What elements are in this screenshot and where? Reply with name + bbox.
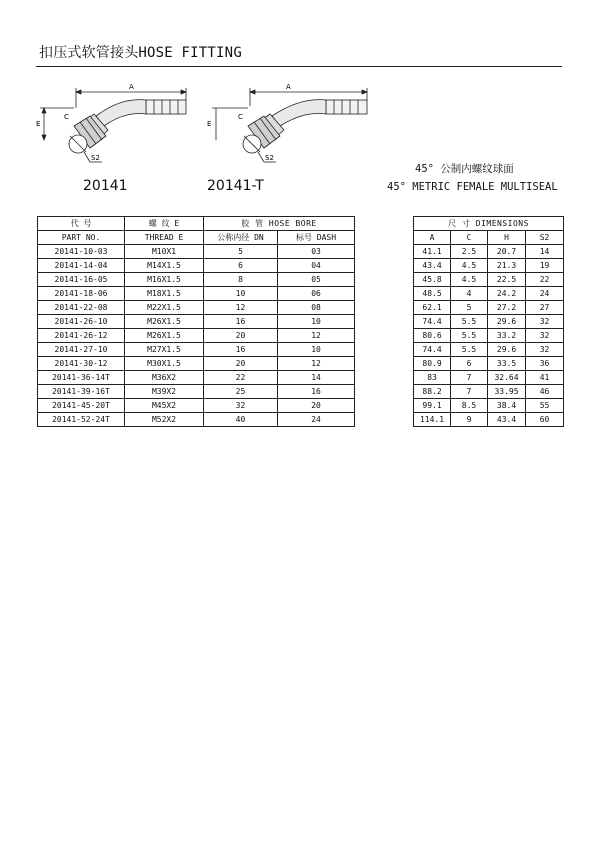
table-row [38, 329, 564, 343]
header-part-no: PART NO. [38, 231, 125, 245]
cell-thread: M22X1.5 [125, 301, 204, 315]
cell-dash: 06 [278, 287, 355, 301]
cell-part: 20141-39-16T [38, 385, 125, 399]
dim-a-label: A [129, 83, 134, 91]
cell-part: 20141-26-10 [38, 315, 125, 329]
cell-c: 4.5 [451, 259, 488, 273]
header-thread-cn: 螺 纹 E [125, 217, 204, 231]
cell-part: 20141-22-08 [38, 301, 125, 315]
cell-part: 20141-10-03 [38, 245, 125, 259]
cell-h: 33.5 [488, 357, 526, 371]
header-dn: 公称内径 DN [204, 231, 278, 245]
cell-dn: 20 [204, 329, 278, 343]
page-title: 扣压式软管接头HOSE FITTING [39, 45, 242, 61]
cell-a: 74.4 [414, 343, 451, 357]
cell-dn: 16 [204, 315, 278, 329]
cell-thread: M52X2 [125, 413, 204, 427]
spacer-cell [355, 287, 414, 301]
cell-part: 20141-30-12 [38, 357, 125, 371]
cell-dn: 10 [204, 287, 278, 301]
table-row [38, 399, 564, 413]
table-row [38, 301, 564, 315]
cell-dash: 20 [278, 399, 355, 413]
cell-s2: 32 [526, 329, 564, 343]
spacer-cell [355, 371, 414, 385]
table-row [38, 343, 564, 357]
spacer-cell [355, 413, 414, 427]
description-cn: 45° 公制内螺纹球面 [415, 163, 514, 175]
cell-part: 20141-16-05 [38, 273, 125, 287]
cell-a: 99.1 [414, 399, 451, 413]
cell-a: 83 [414, 371, 451, 385]
cell-dn: 40 [204, 413, 278, 427]
cell-s2: 32 [526, 315, 564, 329]
header-code-cn: 代 号 [38, 217, 125, 231]
cell-a: 80.6 [414, 329, 451, 343]
table-row [38, 287, 564, 301]
cell-thread: M39X2 [125, 385, 204, 399]
cell-a: 62.1 [414, 301, 451, 315]
cell-a: 41.1 [414, 245, 451, 259]
cell-dash: 04 [278, 259, 355, 273]
cell-part: 20141-45-20T [38, 399, 125, 413]
cell-thread: M16X1.5 [125, 273, 204, 287]
cell-a: 45.8 [414, 273, 451, 287]
cell-s2: 46 [526, 385, 564, 399]
cell-s2: 27 [526, 301, 564, 315]
svg-text:A: A [286, 83, 291, 91]
cell-a: 48.5 [414, 287, 451, 301]
cell-c: 7 [451, 385, 488, 399]
svg-text:C: C [64, 113, 69, 121]
cell-a: 80.9 [414, 357, 451, 371]
cell-h: 43.4 [488, 413, 526, 427]
cell-s2: 14 [526, 245, 564, 259]
cell-thread: M26X1.5 [125, 329, 204, 343]
header-dash: 标号 DASH [278, 231, 355, 245]
cell-thread: M36X2 [125, 371, 204, 385]
header-thread-e: THREAD E [125, 231, 204, 245]
cell-h: 32.64 [488, 371, 526, 385]
cell-dn: 16 [204, 343, 278, 357]
cell-h: 33.2 [488, 329, 526, 343]
svg-text:S2: S2 [265, 154, 274, 162]
table-row [38, 371, 564, 385]
cell-dash: 10 [278, 343, 355, 357]
cell-thread: M18X1.5 [125, 287, 204, 301]
cell-dn: 25 [204, 385, 278, 399]
spacer-cell [355, 357, 414, 371]
cell-dn: 20 [204, 357, 278, 371]
cell-c: 4.5 [451, 273, 488, 287]
cell-h: 33.95 [488, 385, 526, 399]
cell-c: 6 [451, 357, 488, 371]
cell-dn: 6 [204, 259, 278, 273]
drawing-code-20141-t: 20141-T [207, 178, 264, 194]
spacer-cell [355, 245, 414, 259]
cell-dash: 10 [278, 315, 355, 329]
spacer-cell [355, 301, 414, 315]
cell-h: 29.6 [488, 343, 526, 357]
svg-text:E: E [36, 120, 41, 128]
header-dimensions-group: 尺 寸 DIMENSIONS [414, 217, 564, 231]
spacer-cell [355, 231, 414, 245]
cell-s2: 36 [526, 357, 564, 371]
cell-c: 9 [451, 413, 488, 427]
cell-s2: 24 [526, 287, 564, 301]
dim-s2-label: S2 [91, 154, 100, 162]
cell-dash: 14 [278, 371, 355, 385]
cell-dn: 32 [204, 399, 278, 413]
cell-h: 29.6 [488, 315, 526, 329]
cell-h: 22.5 [488, 273, 526, 287]
table-row [38, 413, 564, 427]
svg-text:E: E [207, 120, 212, 128]
cell-s2: 55 [526, 399, 564, 413]
cell-dash: 16 [278, 385, 355, 399]
cell-c: 8.5 [451, 399, 488, 413]
drawing-code-20141: 20141 [83, 178, 128, 194]
header-s2: S2 [526, 231, 564, 245]
header-c: C [451, 231, 488, 245]
cell-a: 114.1 [414, 413, 451, 427]
title-divider [36, 66, 562, 67]
cell-h: 24.2 [488, 287, 526, 301]
table-row [38, 259, 564, 273]
cell-dash: 12 [278, 357, 355, 371]
cell-s2: 19 [526, 259, 564, 273]
cell-c: 7 [451, 371, 488, 385]
cell-a: 43.4 [414, 259, 451, 273]
cell-s2: 32 [526, 343, 564, 357]
header-h: H [488, 231, 526, 245]
table-row [38, 273, 564, 287]
cell-dn: 22 [204, 371, 278, 385]
header-hose-group: 胶 管 HOSE BORE [204, 217, 355, 231]
cell-s2: 60 [526, 413, 564, 427]
cell-dn: 5 [204, 245, 278, 259]
cell-s2: 22 [526, 273, 564, 287]
cell-dash: 05 [278, 273, 355, 287]
cell-part: 20141-18-06 [38, 287, 125, 301]
cell-thread: M10X1 [125, 245, 204, 259]
cell-dash: 03 [278, 245, 355, 259]
cell-h: 27.2 [488, 301, 526, 315]
cell-h: 21.3 [488, 259, 526, 273]
cell-dash: 24 [278, 413, 355, 427]
table-row [38, 385, 564, 399]
table-row [38, 357, 564, 371]
spacer-cell [355, 315, 414, 329]
cell-a: 88.2 [414, 385, 451, 399]
cell-part: 20141-52-24T [38, 413, 125, 427]
cell-c: 5.5 [451, 329, 488, 343]
spacer-cell [355, 217, 414, 231]
cell-thread: M27X1.5 [125, 343, 204, 357]
cell-c: 5.5 [451, 315, 488, 329]
spacer-cell [355, 273, 414, 287]
cell-c: 5 [451, 301, 488, 315]
header-a: A [414, 231, 451, 245]
spacer-cell [355, 399, 414, 413]
cell-c: 4 [451, 287, 488, 301]
cell-h: 20.7 [488, 245, 526, 259]
cell-dash: 12 [278, 329, 355, 343]
cell-dn: 12 [204, 301, 278, 315]
cell-part: 20141-36-14T [38, 371, 125, 385]
cell-h: 38.4 [488, 399, 526, 413]
cell-thread: M45X2 [125, 399, 204, 413]
cell-part: 20141-26-12 [38, 329, 125, 343]
cell-a: 74.4 [414, 315, 451, 329]
cell-part: 20141-14-04 [38, 259, 125, 273]
cell-thread: M14X1.5 [125, 259, 204, 273]
cell-dash: 08 [278, 301, 355, 315]
svg-text:C: C [238, 113, 243, 121]
fitting-drawing-20141-t [204, 78, 379, 170]
table-row [38, 245, 564, 259]
spacer-cell [355, 343, 414, 357]
cell-thread: M30X1.5 [125, 357, 204, 371]
cell-part: 20141-27-10 [38, 343, 125, 357]
spacer-cell [355, 259, 414, 273]
fitting-drawing-20141 [34, 78, 204, 170]
spec-table [37, 216, 564, 427]
cell-dn: 8 [204, 273, 278, 287]
spacer-cell [355, 385, 414, 399]
cell-c: 2.5 [451, 245, 488, 259]
cell-thread: M26X1.5 [125, 315, 204, 329]
spacer-cell [355, 329, 414, 343]
description-en: 45° METRIC FEMALE MULTISEAL [387, 181, 558, 193]
table-row [38, 315, 564, 329]
cell-c: 5.5 [451, 343, 488, 357]
cell-s2: 41 [526, 371, 564, 385]
